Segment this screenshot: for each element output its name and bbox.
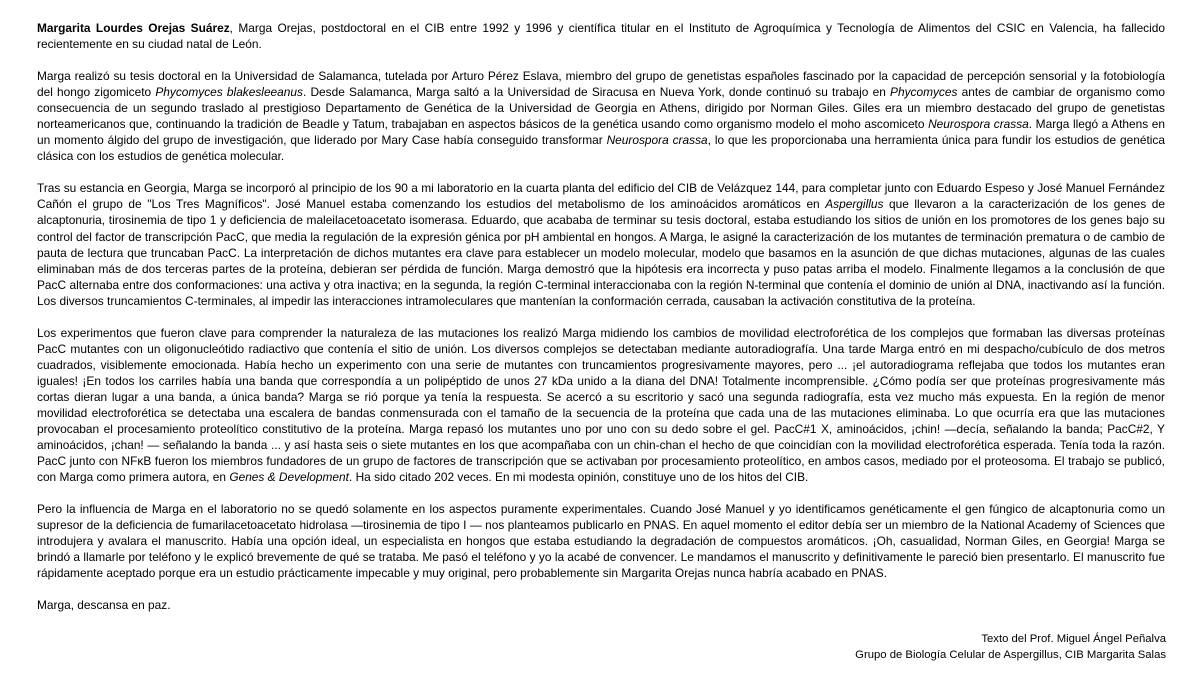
bold-run: Margarita Lourdes Orejas Suárez bbox=[37, 21, 230, 35]
paragraph-influence: Pero la influencia de Marga en el laboratorio no se quedó solamente en los aspectos puramente experimentales. Cuando José Manuel y yo identificamos genéticamente el gen fúngico de alcaptonuria como un supresor de la deficiencia de fumarilacetoacetato hidrolasa —tirosinemia de tipo I — nos planteamos publicarlo en PNAS. En aquel momento el editor debía ser un miembro de la National Academy of Sciences que introdujera y avalara el manuscrito. Había una opción ideal, un especialista en hongos que estaba estudiando la degradación de compuestos aromáticos. ¡Oh, casualidad, Norman Giles, en Georgia! Marga se brindó a llamarle por teléfono y le explicó brevemente de qué se trataba. Me pasó el teléfono y yo la acabé de convencer. Le mandamos el manuscrito y definitivamente le pareció bien presentarlo. El manuscrito fue rápidamente aceptado porque era un estudio prácticamente impecable y muy original, pero probablemente sin Margarita Orejas nunca habría acabado en PNAS. bbox=[37, 502, 1165, 581]
italic-run: Neurospora crassa bbox=[606, 133, 708, 148]
italic-run: Neurospora crassa bbox=[928, 117, 1029, 132]
italic-run: Phycomyces blakesleeanus bbox=[155, 85, 303, 100]
paragraph-intro: Margarita Lourdes Orejas Suárez, Marga Orejas, postdoctoral en el CIB entre 1992 y 1996 y científica titular en el Instituto de Agroquímica y Tecnología de Alimentos del CSIC en Valencia, ha fallecido recientemente en su ciudad natal de León. bbox=[37, 21, 1165, 52]
italic-run: Genes & Development bbox=[229, 470, 349, 485]
closing-line: Marga, descansa en paz. bbox=[37, 598, 171, 613]
italic-run: Aspergillus bbox=[825, 197, 884, 212]
paragraph-doctoral-thesis: Marga realizó su tesis doctoral en la Universidad de Salamanca, tutelada por Arturo Pérez Eslava, miembro del grupo de genetistas españoles fascinado por la capacidad de percepción sensorial y la fotobiología del hongo zigomiceto Phycomyces blakesleeanus. Desde Salamanca, Marga saltó a la Universidad de Siracusa en Nueva York, donde continuó su trabajo en Phycomyces antes de cambiar de organismo como consecuencia de un segundo traslado al prestigioso Departamento de Genética de la Universidad de Georgia en Athens, dirigido por Norman Giles. Giles era un miembro destacado del grupo de genetistas norteamericanos que, continuando la tradición de Beadle y Tatum, trabajaban en aspectos básicos de la genética usando como organismo modelo el moho ascomiceto Neurospora crassa. Marga llegó a Athens en un momento álgido del grupo de investigación, que liderado por Mary Case había conseguido transformar Neurospora crassa, lo que les proporcionaba una herramienta única para fundir los estudios de genética clásica con los estudios de genética molecular. bbox=[37, 69, 1165, 164]
signature-author: Texto del Prof. Miguel Ángel Peñalva bbox=[981, 633, 1166, 645]
article-body bbox=[37, 20, 1165, 614]
signature-affiliation: Grupo de Biología Celular de Aspergillus, CIB Margarita Salas bbox=[855, 649, 1166, 661]
paragraph-experiments: Los experimentos que fueron clave para comprender la naturaleza de las mutaciones los realizó Marga midiendo los cambios de movilidad electroforética de los complejos que formaban las diversas proteínas PacC mutantes con un oligonucleótido radiactivo que contenía el sitio de unión. Los diversos complejos se detectaban mediante autoradiografía. Una tarde Marga entró en mi despacho/cubículo de dos metros cuadrados, visiblemente emocionada. Había hecho un experimento con una serie de mutantes con truncamientos progresivamente mayores, pero ... ¡el autoradiograma reflejaba que todos los mutantes eran iguales! ¡En todos los carriles había una banda que correspondía a un polipéptido de unos 27 kDa unido a la diana del DNA! Totalmente incomprensible. ¿Cómo podía ser que proteínas progresivamente más cortas dieran lugar a una banda, a única banda? Marga se rió porque ya tenía la respuesta. Se acercó a su escritorio y sacó una segunda radiografía, esta vez mucho más expuesta. En la región de menor movilidad electroforética se detectaba una escalera de bandas conmensurada con el tamaño de la secuencia de la proteína que cada una de las mutaciones eliminaba. Lo que ocurría era que las mutaciones provocaban el procesamiento proteolítico constitutivo de la proteína. Marga repasó los mutantes uno por uno con su dedo sobre el gel. PacC#1 X, aminoácidos, ¡chin! —decía, señalando la banda; PacC#2, Y aminoácidos, ¡chan! — señalando la banda ... y así hasta seis o siete mutantes en los que acompañaba con un chin-chan el hecho de que coincidían con la movilidad electroforética esperada. Tenía toda la razón. PacC junto con NFκB fueron los miembros fundadores de un grupo de factores de transcripción que se activaban por procesamiento proteolítico, en ambos casos, mediado por el proteosoma. El trabajo se publicó, con Marga como primera autora, en Genes & Development. Ha sido citado 202 veces. En mi modesta opinión, constituye uno de los hitos del CIB. bbox=[37, 325, 1165, 485]
italic-run: Phycomyces bbox=[890, 85, 958, 100]
signature-block bbox=[855, 631, 1166, 663]
paragraph-cib-lab: Tras su estancia en Georgia, Marga se incorporó al principio de los 90 a mi laboratorio en la cuarta planta del edificio del CIB de Velázquez 144, para completar junto con Eduardo Espeso y José Manuel Fernández Cañón el grupo de "Los Tres Magníficos". José Manuel estaba comenzando los estudios del metabolismo de los aminoácidos aromáticos en Aspergillus que llevaron a la caracterización de los genes de alcaptonuria, tirosinemia de tipo 1 y deficiencia de maleilacetoacetato isomerasa. Eduardo, que acababa de terminar su tesis doctoral, estaba estudiando los sitios de unión en los promotores de los genes bajo su control del factor de transcripción PacC, que media la regulación de la expresión génica por pH ambiental en hongos. A Marga, le asigné la caracterización de los mutantes de terminación prematura o de cambio de pauta de lectura que truncaban PacC. La interpretación de dichos mutantes era clave para establecer un modelo molecular, modelo que basamos en la asunción de que dichas mutaciones, algunas de las cuales eliminaban más de dos terceras partes de la proteína, debieran ser pérdida de función. Marga demostró que la hipótesis era incorrecta y puso patas arriba el modelo. Finalmente llegamos a la conclusión de que PacC alternaba entre dos conformaciones: una activa y otra inactiva; en la segunda, la región C-terminal interaccionaba con la región N-terminal que contenía el dominio de unión al DNA, inactivando así la función. Los diversos truncamientos C-terminales, al impedir las interacciones intramoleculares que mantenían la conformación cerrada, causaban la activación constitutiva de la proteína. bbox=[37, 181, 1165, 308]
